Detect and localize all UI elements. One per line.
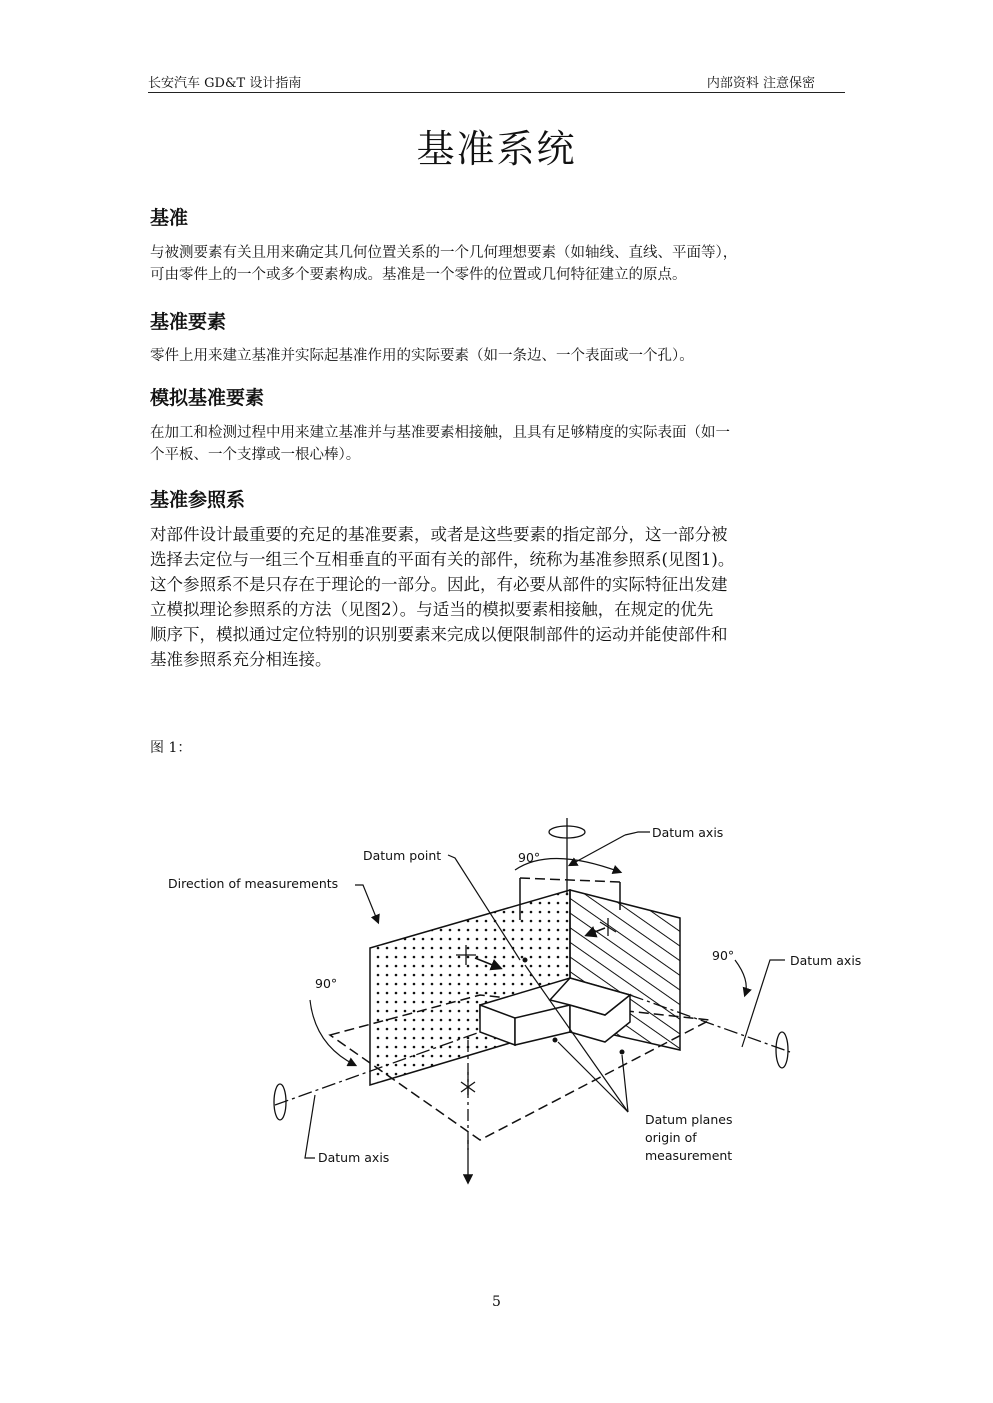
section-body-datum-feature — [150, 345, 845, 367]
text-line: 个平板、一个支撑或一根心棒）。 — [150, 447, 361, 463]
label-direction: Direction of measurements — [168, 876, 339, 891]
label-measurement: measurement — [645, 1148, 733, 1163]
text-line: 与被测要素有关且用来确定其几何位置关系的一个几何理想要素（如轴线、直线、平面等）， — [150, 245, 738, 261]
text-line: 立模拟理论参照系的方法（见图2）。与适当的模拟要素相接触，在规定的优先 — [150, 600, 714, 619]
header-right: 内部资料 注意保密 — [706, 76, 815, 91]
section-body-datum — [150, 242, 845, 286]
section-body-reference-frame — [150, 522, 845, 672]
label-datum-axis-left: Datum axis — [318, 1150, 390, 1165]
page-title: 基准系统 — [416, 127, 577, 171]
text-line: 基准参照系充分相连接。 — [150, 650, 332, 669]
angle-arc-right — [735, 960, 746, 995]
rotation-arrow-right — [776, 1032, 788, 1068]
page-number: 5 — [492, 1294, 501, 1310]
header-left: 长安汽车 GD&T 设计指南 — [148, 76, 302, 91]
label-datum-point: Datum point — [363, 848, 442, 863]
text-line: 选择去定位与一组三个互相垂直的平面有关的部件，统称为基准参照系(见图1)。 — [150, 550, 735, 569]
label-datum-axis-right: Datum axis — [790, 953, 862, 968]
text-line: 这个参照系不是只存在于理论的一部分。因此，有必要从部件的实际特征出发建 — [150, 575, 728, 594]
text-line: 可由零件上的一个或多个要素构成。基准是一个零件的位置或几何特征建立的原点。 — [150, 267, 687, 283]
section-heading-datum: 基准 — [150, 207, 189, 229]
label-angle-left: 90° — [315, 976, 338, 991]
figure-caption: 图 1： — [150, 740, 192, 756]
plane-top-edge — [520, 878, 620, 882]
section-heading-datum-feature: 基准要素 — [150, 311, 227, 333]
text-line: 在加工和检测过程中用来建立基准并与基准要素相接触，且具有足够精度的实际表面（如一 — [150, 425, 730, 441]
page-header — [148, 70, 845, 93]
angle-arc-left — [310, 1000, 355, 1065]
text-line: 对部件设计最重要的充足的基准要素，或者是这些要素的指定部分，这一部分被 — [150, 525, 728, 544]
section-heading-reference-frame: 基准参照系 — [150, 489, 246, 511]
label-datum-planes: Datum planes — [645, 1112, 733, 1127]
section-heading-simulated-datum: 模拟基准要素 — [150, 387, 265, 409]
section-body-simulated-datum — [150, 422, 845, 466]
text-line: 零件上用来建立基准并实际起基准作用的实际要素（如一条边、一个表面或一个孔）。 — [150, 348, 694, 364]
datum-reference-frame-figure — [150, 810, 870, 1190]
label-angle-top: 90° — [518, 850, 541, 865]
text-line: 顺序下，模拟通过定位特别的识别要素来完成以便限制部件的运动并能使部件和 — [150, 625, 728, 644]
label-origin-of: origin of — [645, 1130, 697, 1145]
label-angle-right: 90° — [712, 948, 735, 963]
label-datum-axis-top: Datum axis — [652, 825, 724, 840]
